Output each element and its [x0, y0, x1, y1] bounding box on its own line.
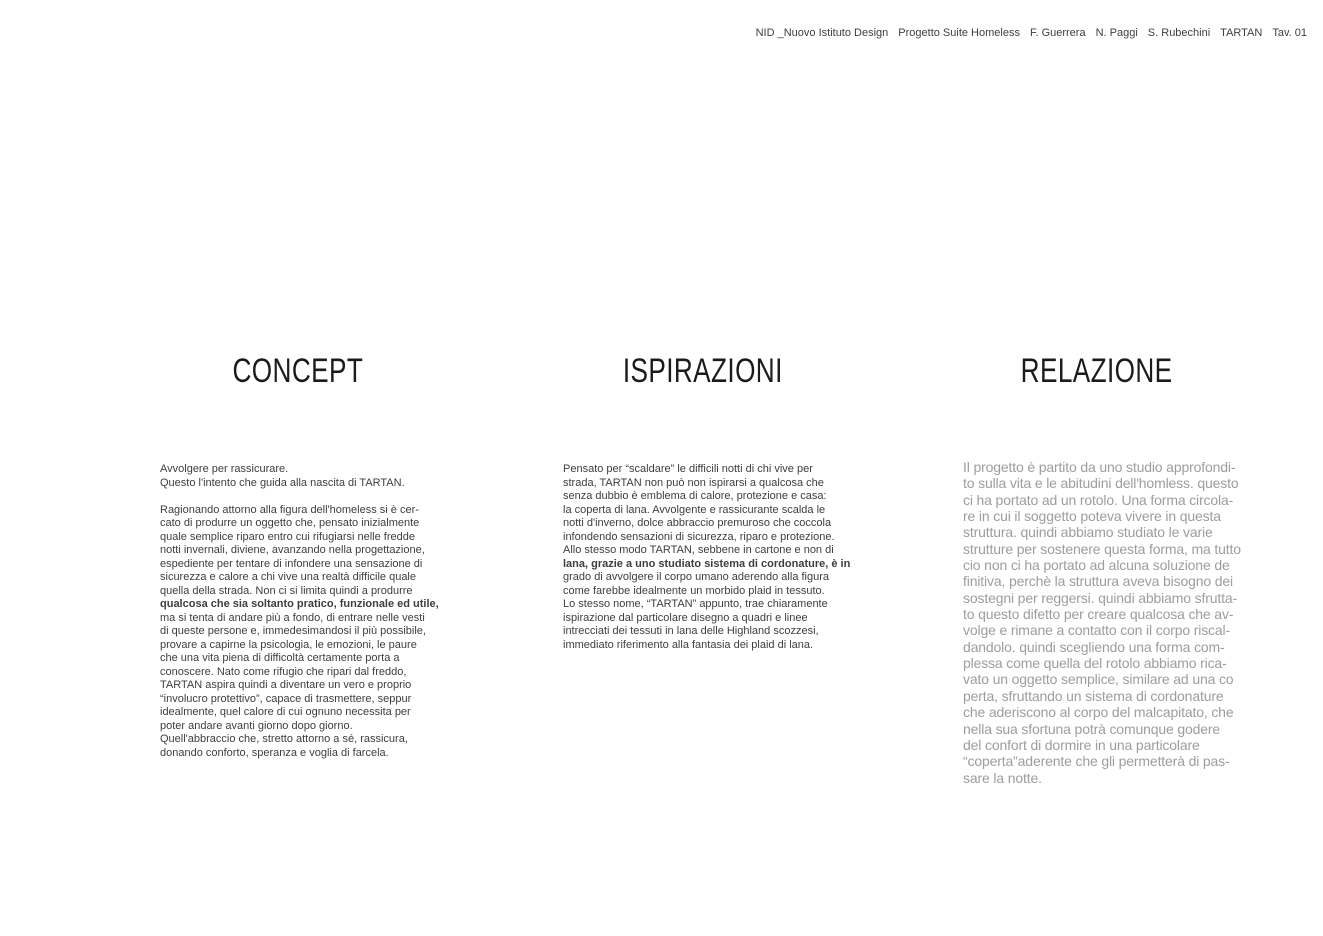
titleblock [756, 27, 1307, 40]
heading-ispirazioni: ISPIRAZIONI [623, 352, 783, 390]
text-line: che aderiscono al corpo del malcapitato, che [963, 704, 1234, 721]
text-line: vato un oggetto semplice, similare ad una co [963, 671, 1234, 688]
column-text-ispirazioni [563, 463, 873, 652]
text-line: plessa come quella del rotolo abbiamo rica- [963, 655, 1227, 672]
text-line: poter andare avanti giorno dopo giorno. [160, 719, 353, 732]
text-line [160, 490, 470, 504]
text-line: Il progetto è partito da uno studio approfondi- [963, 459, 1236, 475]
text-line: come farebbe idealmente un morbido plaid in tessuto. [563, 584, 825, 597]
titleblock-part: Progetto Suite Homeless [898, 27, 1020, 39]
text-line: Avvolgere per rassicurare. [160, 463, 289, 475]
text-line: struttura. quindi abbiamo studiato le varie [963, 524, 1213, 541]
text-line: grado di avvolgere il corpo umano aderendo alla figura [563, 571, 830, 583]
text-line: del confort di dormire in una particolare [963, 736, 1200, 753]
text-line: sostegni per reggersi. quindi abbiamo sfrutta- [963, 589, 1238, 606]
text-line: nella sua sfortuna potrà comunque godere [963, 720, 1221, 737]
text-line: Ragionando attorno alla figura dell'homeless si è cer- [160, 503, 419, 516]
titleblock-part: N. Paggi [1095, 27, 1138, 39]
text-line: qualcosa che sia soltanto pratico, funzionale ed utile, [160, 598, 439, 610]
text-line: “involucro protettivo”, capace di trasmettere, seppur [160, 692, 412, 705]
column-text-relazione [963, 459, 1273, 786]
text-line: cio non ci ha portato ad alcuna soluzione de [963, 557, 1230, 574]
text-line: intrecciati dei tessuti in lana delle Highland scozzesi, [563, 625, 819, 637]
text-line: donando conforto, speranza e voglia di farcela. [160, 746, 389, 759]
text-line: provare a capirne la psicologia, le emozioni, le paure [160, 638, 417, 651]
text-line: senza dubbio è emblema di calore, protezione e casa: [563, 490, 827, 502]
text-line: ci ha portato ad un rotolo. Una forma circola- [963, 491, 1234, 508]
text-line: dandolo. quindi scegliendo una forma com- [963, 638, 1225, 655]
text-line: ma si tenta di andare più a fondo, di entrare nelle vesti [160, 611, 425, 624]
titleblock-part: S. Rubechini [1147, 27, 1211, 39]
text-line: re in cui il soggetto poteva vivere in questa [963, 508, 1221, 525]
text-line: sare la notte. [963, 769, 1042, 786]
titleblock-part: F. Guerrera [1029, 27, 1086, 39]
titleblock-part: TARTAN [1220, 27, 1263, 39]
text-line: strutture per sostenere questa forma, ma tutto [963, 540, 1241, 557]
titleblock-part: Tav. 01 [1272, 27, 1307, 39]
text-line: TARTAN aspira quindi a diventare un vero e proprio [160, 679, 412, 691]
text-line: to questo difetto per creare qualcosa che av- [963, 606, 1234, 623]
text-line: Allo stesso modo TARTAN, sebbene in cartone e non di [563, 544, 834, 556]
text-line: espediente per tentare di infondere una sensazione di [160, 557, 423, 570]
text-line: sicurezza e calore a chi vive una realtà difficile quale [160, 571, 416, 583]
column-heading-wrap-ispirazioni [561, 354, 845, 388]
text-line: volge e rimane a contatto con il corpo riscal- [963, 622, 1231, 639]
text-line: finitiva, perchè la struttura aveva bisogno dei [963, 573, 1233, 590]
text-line: infondendo sensazioni di sicurezza, riparo e protezione. [563, 530, 835, 543]
column-text-concept [160, 463, 470, 760]
titleblock-part: NID _Nuovo Istituto Design [755, 27, 889, 39]
text-line: ispirazione dal particolare disegno a quadri e linee [563, 611, 808, 624]
text-line: idealmente, quel calore di cui ognuno necessita per [160, 706, 411, 718]
text-line: Lo stesso nome, “TARTAN” appunto, trae chiaramente [563, 598, 828, 610]
text-line: perta, sfruttando un sistema di cordonature [963, 687, 1224, 704]
text-line: notti d'inverno, dolce abbraccio premuroso che coccola [563, 517, 832, 529]
text-line: quale semplice riparo entro cui rifugiarsi nelle fredde [160, 530, 415, 543]
column-heading-wrap-relazione [957, 354, 1237, 388]
text-line: quella della strada. Non ci si limita quindi a produrre [160, 584, 413, 597]
text-line: che una vita piena di difficoltà certamente porta a [160, 652, 400, 664]
text-line: immediato riferimento alla fantasia dei plaid di lana. [563, 638, 814, 651]
text-line: la coperta di lana. Avvolgente e rassicurante scalda le [563, 503, 826, 516]
text-line: Questo l'intento che guida alla nascita di TARTAN. [160, 476, 405, 489]
text-line: strada, TARTAN non può non ispirarsi a qualcosa che [563, 476, 824, 489]
text-line: Quell'abbraccio che, stretto attorno a sé, rassicura, [160, 733, 408, 745]
column-heading-wrap-concept [158, 354, 438, 388]
text-line: Pensato per “scaldare” le difficili notti di chi vive per [563, 463, 813, 475]
heading-concept: CONCEPT [232, 352, 364, 390]
text-line: “coperta”aderente che gli permetterà di pas- [963, 753, 1230, 770]
text-line: di queste persone e, immedesimandosi il più possibile, [160, 625, 426, 637]
text-line: cato di produrre un oggetto che, pensato inizialmente [160, 517, 420, 529]
text-line: to sulla vita e le abitudini dell'homless. questo [963, 475, 1239, 492]
heading-relazione: RELAZIONE [1021, 352, 1173, 390]
text-line: conoscere. Nato come rifugio che ripari dal freddo, [160, 665, 407, 678]
text-line: lana, grazie a uno studiato sistema di cordonature, è in [563, 557, 851, 570]
text-line: notti invernali, diviene, avanzando nella progettazione, [160, 544, 425, 556]
